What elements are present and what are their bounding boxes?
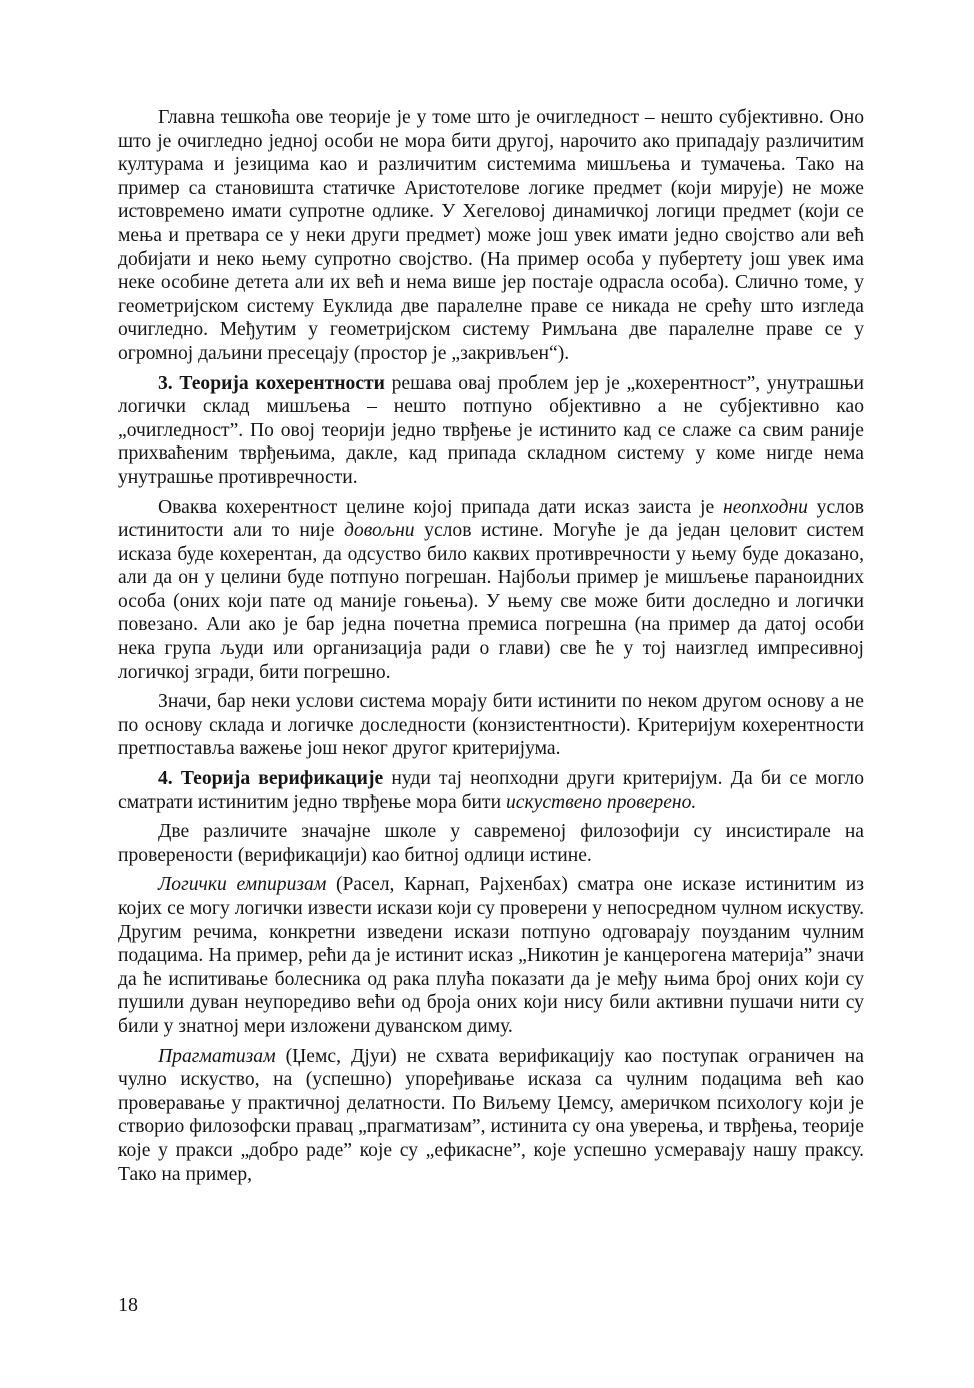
- paragraph-text: Оваква кохерентност целине којој припада дати исказ заиста је: [158, 496, 723, 518]
- term-pragmatism: Прагматизам: [158, 1045, 276, 1067]
- paragraph-other-criterion: [118, 690, 864, 761]
- paragraph-text: (Расел, Карнап, Рајхенбах) сматра оне исказе истинитим из којих се могу логички извести искази који су проверени у непосредном чулном искуству. Другим речима, конкретни изведени искази потпуно одговарају поузданим чулним подацима. На пример, рећи да је истинит исказ „Никотин је канцерогена материја” значи да ће испитивање болесника од рака плућа показати да је међу њима број оних који су пушили дуван неупоредиво већи од броја оних који нису били активни пушачи нити су били у знатној мери изложени дуванском диму.: [118, 874, 864, 1037]
- paragraph-obviousness-critique: [118, 106, 864, 366]
- emphasis-empirically-verified: искуствено проверено.: [506, 791, 697, 813]
- paragraph-text: (Џемс, Дјуи) не схвата верификацију као поступак ограничен на чулно искуство, на (успешно) упоређивање исказа са чулним подацима већ као проверавање у практичној делатности. По Виљему Џемсу, америчком психологу који је створио филозофски правац „прагматизам”, истинита су она уверења, и тврђења, теорије које у пракси „добро раде” које су „ефикасне”, које успешно усмеравају нашу праксу. Тако на пример,: [118, 1045, 864, 1185]
- paragraph-text: услов истине. Могуће је да један целовит систем исказа буде кохерентан, да одсуство било каквих противречности у њему буде доказано, али да он у целини буде потпуно погрешан. Најбољи пример је мишљење параноидних особа (оних који пате од маније гоњења). У њему све може бити доследно и логички повезано. Али ако је бар једна почетна премиса погрешна (на пример да датој особи нека група људи или организација ради о глави) све ће у тој наизглед импресивној логичкој згради, бити погрешно.: [118, 520, 865, 683]
- emphasis-necessary: неопходни: [722, 496, 808, 518]
- paragraph-text: Главна тешкоћа ове теорије је у томе што је очигледност – нешто субјективно. Оно што је очигледно једној особи не мора бити другој, нарочито ако припадају различитим културама и језицима као и различитим системима мишљења и тумачења. Тако на пример са становишта статичке Аристотелове логике предмет (који мирује) не може истовремено имати супротне одлике. У Хегеловој динамичкој логици предмет (који се мења и претвара се у неки други предмет) може још увек имати једно својство али већ добијати и неко њему супротно својство. (На пример особа у пубертету још увек има неке особине детета али их већ и нема више јер постаје одрасла особа). Слично томе, у геометријском систему Еуклида две паралелне праве се никада не срећу што изгледа очигледно. Међутим у геометријском систему Римљана две паралелне праве се у огромној даљини пресецају (простор је „закривљен“).: [118, 107, 864, 364]
- section-heading-coherence: 3. Теорија кохерентности: [158, 372, 385, 394]
- term-logical-empiricism: Логички емпиризам: [158, 874, 327, 896]
- page-body: [118, 106, 864, 1192]
- section-heading-verification: 4. Теорија верификације: [158, 768, 384, 790]
- paragraph-pragmatism: [118, 1045, 864, 1187]
- paragraph-coherence-theory: [118, 372, 864, 490]
- paragraph-text: нуди тај неопходни други критеријум. Да би се могло сматрати истинитим једно тврђење мора бити: [118, 768, 864, 813]
- paragraph-two-schools: [118, 820, 864, 867]
- page-number: 18: [118, 1294, 138, 1316]
- paragraph-verification-theory: [118, 767, 864, 814]
- paragraph-coherence-limits: [118, 496, 864, 685]
- paragraph-text: услов истинитости али то није: [118, 496, 864, 542]
- emphasis-sufficient: довољни: [344, 520, 415, 542]
- paragraph-text: решава овај проблем јер је „кохерентност”, унутрашњи логички склад мишљења – нешто потпуно објективно а не субјективно као „очигледност”. По овој теорији једно тврђење је истинито кад се слаже са свим раније прихваћеним тврђењима, дакле, кад припада складном систему у коме нигде нема унутрашње противречности.: [118, 372, 864, 488]
- paragraph-logical-empiricism: [118, 873, 864, 1038]
- paragraph-text: Две различите значајне школе у савременој филозофији су инсистирале на проверености (верификацији) као битној одлици истине.: [118, 821, 864, 866]
- paragraph-text: Значи, бар неки услови система морају бити истинити по неком другом основу а не по основу склада и логичке доследности (конзистентности). Критеријум кохерентности претпоставља важење још неког другог критеријума.: [118, 691, 864, 760]
